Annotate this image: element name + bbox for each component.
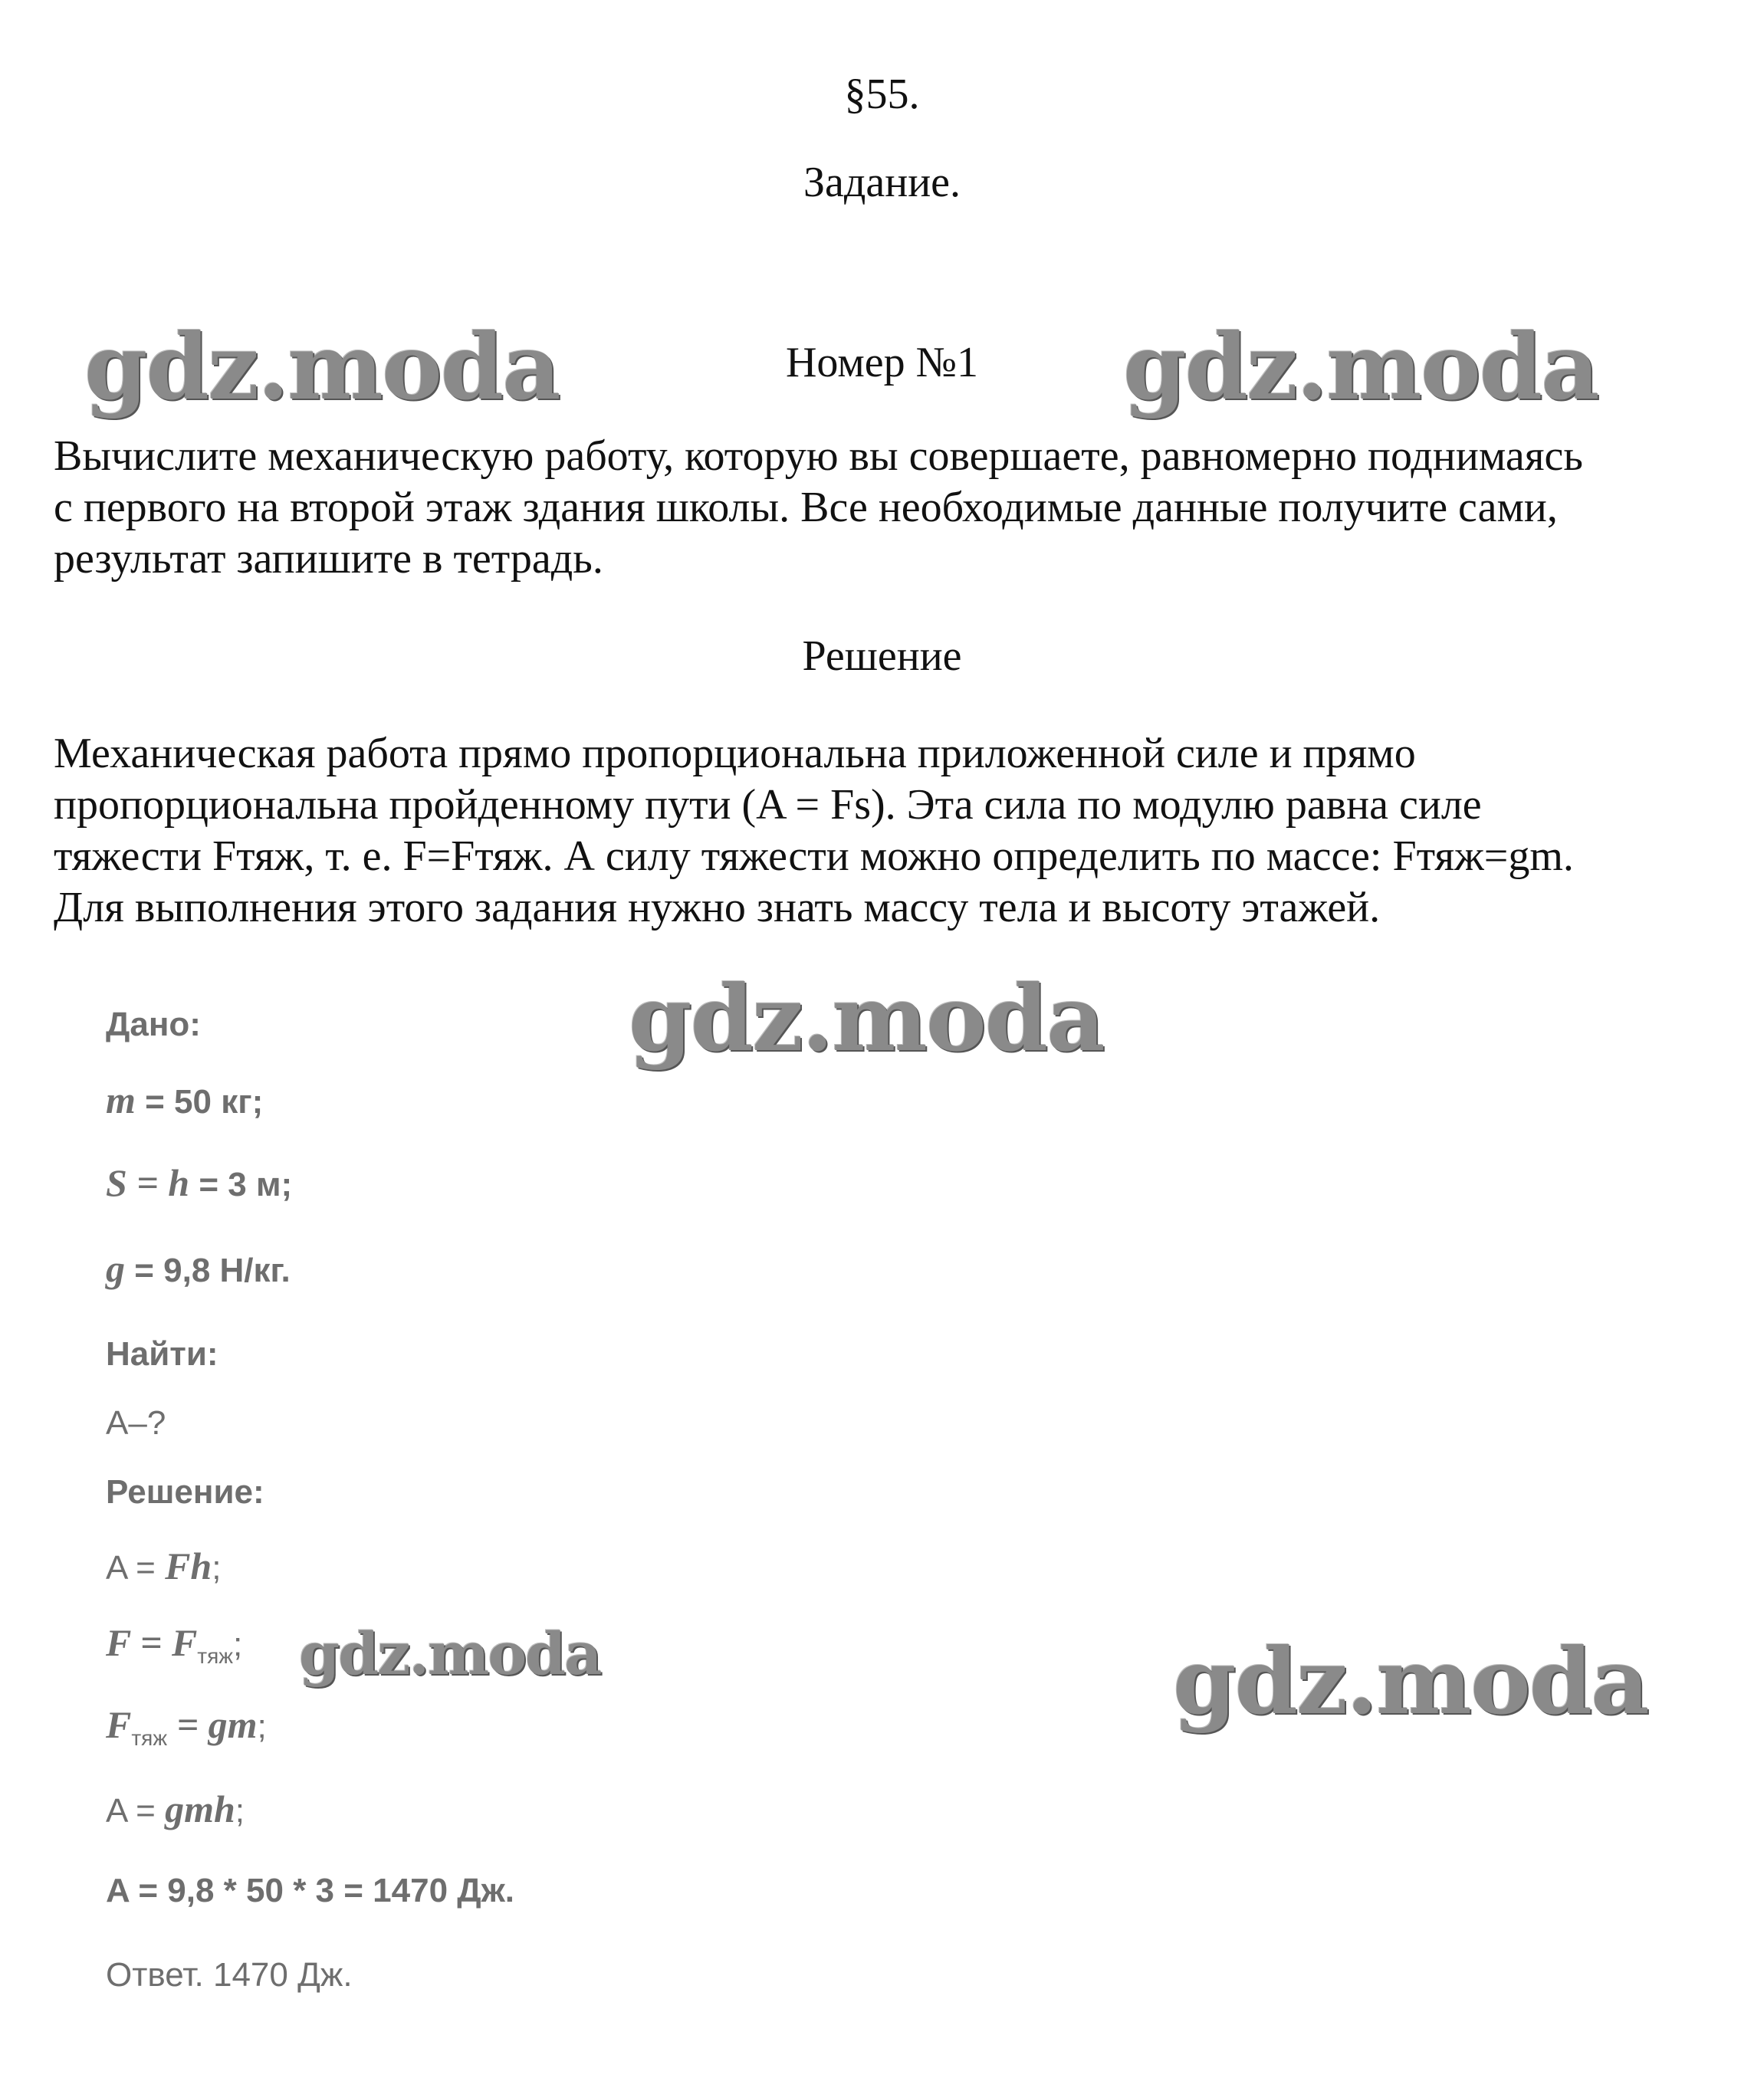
eq3-lhs: F: [106, 1703, 132, 1746]
given-g: [106, 1249, 291, 1288]
calculation: A = 9,8 * 50 * 3 = 1470 Дж.: [106, 1872, 515, 1909]
find-label: Найти:: [106, 1335, 218, 1373]
mass-value: = 50 кг;: [135, 1083, 264, 1121]
equation-4: [106, 1787, 245, 1830]
explanation-line: тяжести Fтяж, т. е. F=Fтяж. А силу тяжести можно определить по массе: Fтяж=gm.: [54, 832, 1574, 880]
given-label: Дано:: [106, 1006, 201, 1043]
section-number: §55.: [844, 71, 920, 118]
solution-heading: Решение: [802, 632, 962, 680]
eq4-suffix: ;: [235, 1792, 245, 1830]
eq2-sub: тяж: [197, 1643, 234, 1668]
watermark: gdz.moda: [299, 1620, 601, 1688]
explanation-line: Для выполнения этого задания нужно знать массу тела и высоту этажей.: [54, 884, 1381, 931]
explanation-text: [54, 728, 1725, 934]
mass-var: m: [106, 1078, 136, 1121]
watermark: gdz.moda: [84, 313, 560, 420]
task-line: с первого на второй этаж здания школы. Все необходимые данные получите сами,: [54, 484, 1558, 531]
path-vars: S = h: [106, 1161, 190, 1204]
number-heading: Номер №1: [785, 339, 979, 386]
g-value: = 9,8 Н/кг.: [125, 1252, 291, 1289]
task-line: Вычислите механическую работу, которую вы совершаете, равномерно поднимаясь: [54, 432, 1583, 480]
eq3-sub: тяж: [131, 1725, 168, 1750]
eq1-prefix: A =: [106, 1549, 166, 1587]
task-text: [54, 431, 1725, 585]
eq1-suffix: ;: [212, 1549, 222, 1587]
eq1-expr: Fh: [165, 1544, 212, 1587]
solution-label: Решение:: [106, 1473, 264, 1511]
eq3-rhs: = gm: [167, 1703, 258, 1746]
explanation-line: пропорциональна пройденному пути (A = Fs). Эта сила по модулю равна силе: [54, 781, 1482, 829]
watermark: gdz.moda: [1173, 1628, 1648, 1735]
path-value: = 3 м;: [189, 1166, 293, 1203]
eq2-lhs: F = F: [106, 1621, 198, 1664]
find-value: A–?: [106, 1404, 166, 1442]
equation-1: [106, 1544, 222, 1587]
eq3-suffix: ;: [257, 1708, 267, 1745]
given-path: [106, 1161, 293, 1204]
eq4-prefix: A =: [106, 1792, 166, 1830]
task-line: результат запишите в тетрадь.: [54, 535, 603, 583]
watermark: gdz.moda: [1123, 313, 1598, 420]
given-mass: [106, 1078, 264, 1121]
answer: Ответ. 1470 Дж.: [106, 1956, 353, 1994]
explanation-line: Механическая работа прямо пропорциональна приложенной силе и прямо: [54, 730, 1416, 777]
task-heading: Задание.: [803, 159, 961, 206]
watermark: gdz.moda: [629, 965, 1104, 1072]
eq2-suffix: ;: [233, 1626, 243, 1663]
equation-2: [106, 1623, 242, 1667]
equation-3: [106, 1705, 267, 1749]
eq4-expr: gmh: [165, 1787, 235, 1830]
g-var: g: [106, 1247, 125, 1290]
